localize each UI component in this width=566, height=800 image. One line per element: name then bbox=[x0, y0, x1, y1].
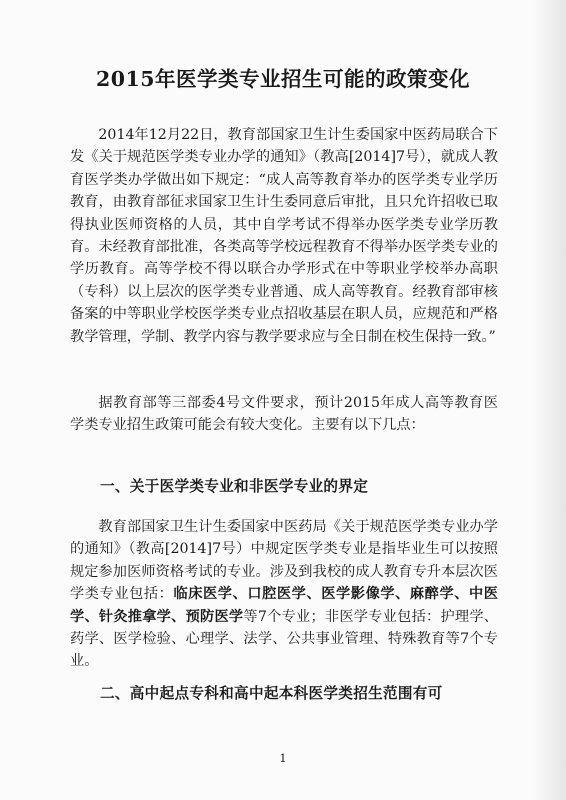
scan-shadow-edge bbox=[532, 0, 566, 800]
medical-majors-list: 临床医学、口腔医学、医学影像学、麻醉学、中医学、针灸推拿学、预防医学 bbox=[70, 586, 498, 625]
section-heading-1: 一、关于医学类专业和非医学专业的界定 bbox=[100, 478, 369, 495]
page-number: 1 bbox=[279, 752, 287, 765]
paragraph-major-definition bbox=[70, 516, 498, 673]
paragraph-notice-summary: 2014年12月22日，教育部国家卫生计生委国家中医药局联合下发《关于规范医学类专业办学的通知》（教高[2014]7号），就成人教育医学类办学做出如下规定：“成人高等教育举办的医学类专业学历教育，由教育部征求国家卫生计生委同意后审批，且只允许招收已取得执业医师资格的人员，其中自学考试不得举办医学类专业学历教育。未经教育部批准，各类高等学校远程教育不得举办医学类专业的学历教育。高等学校不得以联合办学形式在中等职业学校举办高职（专科）以上层次的医学类专业普通、成人高等教育。经教育部审核备案的中等职业学校医学类专业点招收基层在职人员，应规范和严格教学管理，学制、教学内容与教学要求应与全日制在校生保持一致。” bbox=[70, 127, 498, 345]
section-heading-2: 二、高中起点专科和高中起本科医学类招生范围有可 bbox=[100, 685, 443, 702]
document-title: 2015年医学类专业招生可能的政策变化 bbox=[95, 67, 471, 91]
paragraph-policy-forecast: 据教育部等三部委4号文件要求，预计2015年成人高等教育医学类专业招生政策可能会有较大变化。主要有以下几点： bbox=[70, 395, 498, 434]
paragraph-major-definition-rest: 等7个专业；非医学专业包括：护理学、药学、医学检验、心理学、法学、公共事业管理、特殊教育等7个专业。 bbox=[70, 608, 498, 670]
paragraph-major-definition-intro: 教育部国家卫生计生委国家中医药局《关于规范医学类专业办学的通知》（教高[2014]7号）中规定医学类专业是指毕业生可以按照规定参加医师资格考试的专业。涉及到我校的成人教育专升本层次医学类专业包括： bbox=[70, 519, 498, 603]
